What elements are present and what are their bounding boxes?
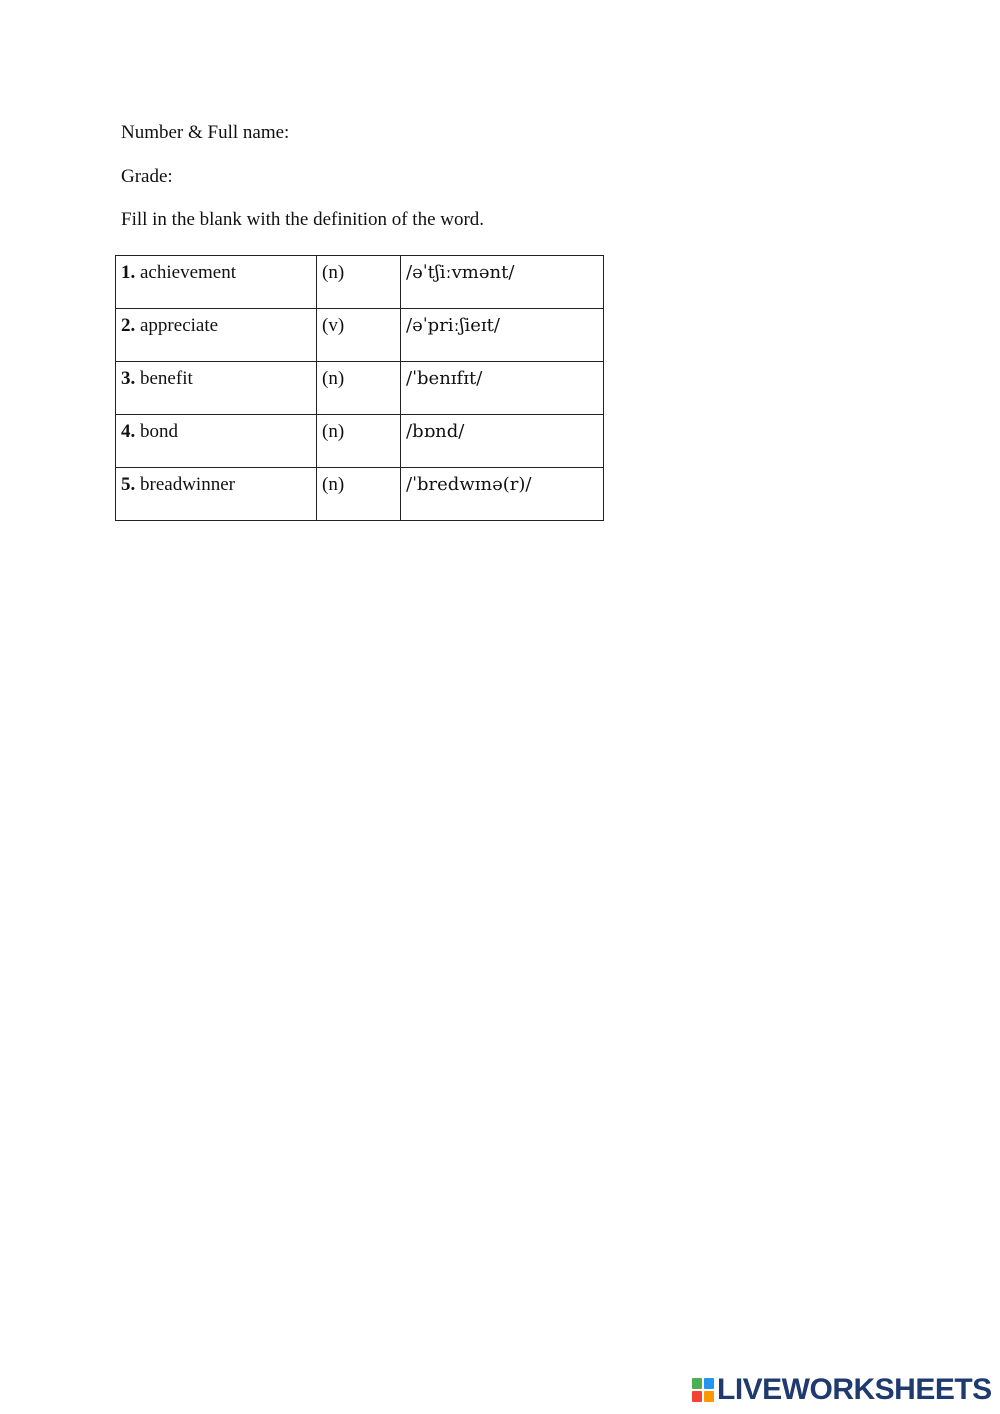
item-number: 3. bbox=[121, 368, 136, 389]
logo-square bbox=[704, 1391, 714, 1402]
item-number: 2. bbox=[121, 315, 136, 336]
word-cell bbox=[116, 256, 317, 309]
part-of-speech: (n) bbox=[317, 468, 401, 521]
table-row bbox=[116, 468, 604, 521]
item-number: 1. bbox=[121, 262, 136, 283]
logo-square bbox=[692, 1378, 702, 1389]
word-cell bbox=[116, 468, 317, 521]
word: bond bbox=[140, 421, 178, 442]
logo-text: LIVEWORKSHEETS bbox=[717, 1373, 992, 1406]
part-of-speech: (v) bbox=[317, 309, 401, 362]
table-row bbox=[116, 256, 604, 309]
item-number: 4. bbox=[121, 421, 136, 442]
pronunciation: /əˈpriːʃieɪt/ bbox=[401, 309, 604, 362]
part-of-speech: (n) bbox=[317, 256, 401, 309]
vocabulary-table bbox=[115, 255, 604, 521]
word-cell bbox=[116, 362, 317, 415]
pronunciation: /bɒnd/ bbox=[401, 415, 604, 468]
word: breadwinner bbox=[140, 474, 235, 495]
pronunciation: /əˈtʃiːvmənt/ bbox=[401, 256, 604, 309]
liveworksheets-logo bbox=[692, 1375, 992, 1405]
item-number: 5. bbox=[121, 474, 136, 495]
logo-square bbox=[704, 1378, 714, 1389]
part-of-speech: (n) bbox=[317, 362, 401, 415]
word-cell bbox=[116, 415, 317, 468]
word: appreciate bbox=[140, 315, 219, 336]
pronunciation: /ˈbenɪfɪt/ bbox=[401, 362, 604, 415]
word: benefit bbox=[140, 368, 193, 389]
table-row bbox=[116, 415, 604, 468]
name-label: Number & Full name: bbox=[121, 122, 290, 143]
instruction-text: Fill in the blank with the definition of the word. bbox=[121, 209, 485, 230]
table-row bbox=[116, 362, 604, 415]
grade-label: Grade: bbox=[121, 166, 173, 187]
word: achievement bbox=[140, 262, 237, 283]
pronunciation: /ˈbredwɪnə(r)/ bbox=[401, 468, 604, 521]
word-cell bbox=[116, 309, 317, 362]
table-row bbox=[116, 309, 604, 362]
liveworksheets-logo-icon bbox=[692, 1378, 714, 1402]
logo-square bbox=[692, 1391, 702, 1402]
part-of-speech: (n) bbox=[317, 415, 401, 468]
